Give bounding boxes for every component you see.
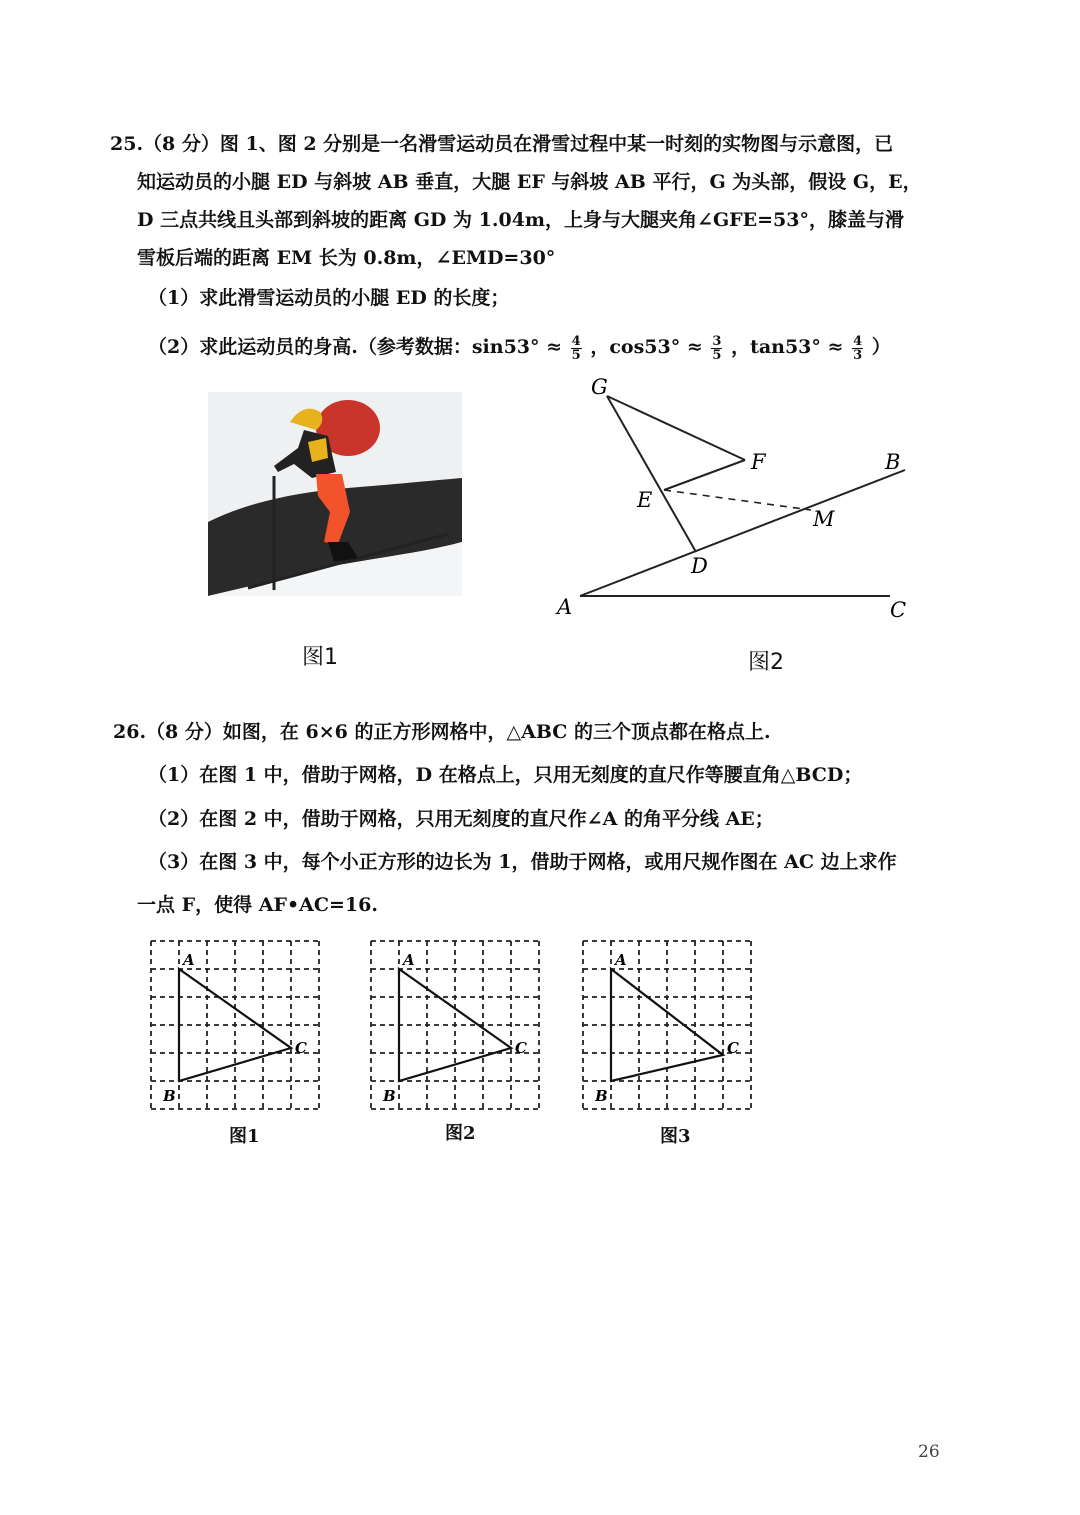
q26-part-3: （3）在图 3 中，每个小正方形的边长为 1，借助于网格，或用尺规作图在 AC 边上求作	[148, 851, 897, 873]
label-E: E	[637, 488, 653, 512]
q25-part-1: （1）求此滑雪运动员的小腿 ED 的长度；	[148, 287, 510, 309]
q25-line-3: D 三点共线且头部到斜坡的距离 GD 为 1.04m，上身与大腿夹角∠GFE=53°，膝盖与滑	[137, 209, 904, 231]
q25-part-2-a: （2）求此运动员的身高.（参考数据：sin53° ≈	[148, 336, 563, 358]
label-C: C	[515, 1039, 527, 1057]
q25-part-2	[148, 334, 891, 362]
fraction-denominator: 5	[571, 347, 581, 363]
line-GF	[607, 396, 745, 460]
dashed-grid-lines	[583, 941, 751, 1109]
q25-part-2-b: ，cos53° ≈	[590, 336, 703, 358]
grid-caption-3: 图3	[660, 1126, 691, 1147]
q26-part-3-continued: 一点 F，使得 AF•AC=16.	[137, 894, 378, 916]
label-B: B	[885, 450, 901, 474]
q26-part-2: （2）在图 2 中，借助于网格，只用无刻度的直尺作∠A 的角平分线 AE；	[148, 808, 774, 830]
q25-line-2: 知运动员的小腿 ED 与斜坡 AB 垂直，大腿 EF 与斜坡 AB 平行，G 为头部，假设 G，E，	[137, 171, 922, 193]
fraction-tan53	[852, 335, 863, 362]
grid-figure-3	[577, 935, 757, 1115]
diagram-figure-2	[545, 372, 925, 622]
fraction-numerator: 3	[712, 333, 722, 349]
label-F: F	[751, 450, 766, 474]
q25-part-2-c: ，tan53° ≈	[731, 336, 844, 358]
line-GD	[607, 396, 696, 552]
label-M: M	[813, 507, 835, 531]
fraction-sin53	[571, 335, 582, 362]
grid-caption-1: 图1	[229, 1126, 260, 1147]
label-B: B	[383, 1087, 396, 1105]
fraction-denominator: 5	[712, 347, 722, 363]
dashed-grid-lines	[371, 941, 539, 1109]
fraction-denominator: 3	[853, 347, 863, 363]
figure-2-caption: 图2	[748, 650, 784, 675]
label-B: B	[163, 1087, 176, 1105]
page-number: 26	[918, 1442, 940, 1462]
fraction-cos53	[711, 335, 722, 362]
q25-line-4: 雪板后端的距离 EM 长为 0.8m，∠EMD=30°	[137, 247, 556, 269]
label-A: A	[403, 951, 415, 969]
figure-1-caption: 图1	[302, 645, 338, 670]
q25-part-2-d: ）	[871, 336, 891, 358]
label-A: A	[615, 951, 627, 969]
label-G: G	[591, 375, 608, 399]
fraction-numerator: 4	[571, 333, 581, 349]
label-C: C	[295, 1039, 307, 1057]
line-EF	[664, 460, 745, 490]
grid-figure-1	[145, 935, 325, 1115]
label-B: B	[595, 1087, 608, 1105]
skier-photo	[208, 392, 462, 596]
q26-part-1: （1）在图 1 中，借助于网格，D 在格点上，只用无刻度的直尺作等腰直角△BCD；	[148, 764, 863, 786]
q25-line-1: 25.（8 分）图 1、图 2 分别是一名滑雪运动员在滑雪过程中某一时刻的实物图与示意图，已	[110, 133, 894, 155]
label-A: A	[183, 951, 195, 969]
label-C: C	[890, 598, 907, 622]
line-EM-dashed	[664, 490, 811, 510]
grid-caption-2: 图2	[445, 1123, 476, 1144]
label-D: D	[691, 554, 708, 578]
label-A: A	[557, 595, 573, 619]
label-C: C	[727, 1039, 739, 1057]
q26-line-1: 26.（8 分）如图，在 6×6 的正方形网格中，△ABC 的三个顶点都在格点上.	[113, 721, 771, 743]
dashed-grid-lines	[151, 941, 319, 1109]
grid-figure-2	[365, 935, 545, 1115]
line-AB	[580, 470, 905, 596]
fraction-numerator: 4	[853, 333, 863, 349]
